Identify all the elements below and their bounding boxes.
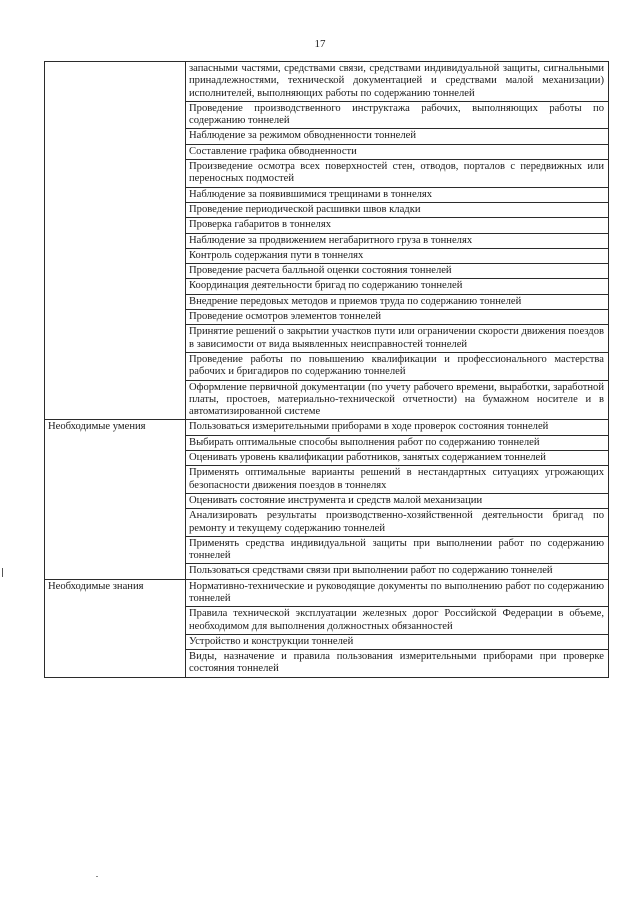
table-cell: Пользоваться средствами связи при выполнении работ по содержанию тоннелей xyxy=(186,564,609,579)
table-cell: Виды, назначение и правила пользования измерительными приборами при проверке состояния тоннелей xyxy=(186,650,609,678)
page-number: 17 xyxy=(314,38,326,50)
table-row xyxy=(45,579,609,607)
table-cell: Проведение периодической расшивки швов кладки xyxy=(186,202,609,217)
table-cell: Произведение осмотра всех поверхностей стен, отводов, порталов с передвижных или переносных подмостей xyxy=(186,160,609,188)
table-cell: Проведение осмотров элементов тоннелей xyxy=(186,310,609,325)
table-cell: Нормативно-технические и руководящие документы по выполнению работ по содержанию тоннелей xyxy=(186,579,609,607)
table-cell: Проверка габаритов в тоннелях xyxy=(186,218,609,233)
table-cell: Проведение работы по повышению квалификации и профессионального мастерства рабочих и бригадиров по содержанию тоннелей xyxy=(186,352,609,380)
section-label: Необходимые знания xyxy=(45,579,186,677)
table-row xyxy=(45,420,609,435)
table-cell: Проведение производственного инструктажа рабочих, выполняющих работы по содержанию тоннелей xyxy=(186,101,609,129)
table-cell: Применять средства индивидуальной защиты при выполнении работ по содержанию тоннелей xyxy=(186,536,609,564)
table-cell: Правила технической эксплуатации железных дорог Российской Федерации в объеме, необходимом для выполнения должностных обязанностей xyxy=(186,607,609,635)
table-cell: Принятие решений о закрытии участков пути или ограничении скорости движения поездов в зависимости от вида выявленных неисправностей тоннелей xyxy=(186,325,609,353)
scan-artifact xyxy=(2,568,3,577)
section-label xyxy=(45,62,186,420)
table-cell: Оценивать состояние инструмента и средств малой механизации xyxy=(186,493,609,508)
table-cell: запасными частями, средствами связи, средствами индивидуальной защиты, сигнальными принадлежностями, технической документацией и средствами малой механизации) исполнителей, выполняющих работы по содержанию тоннелей xyxy=(186,62,609,102)
table-cell: Наблюдение за продвижением негабаритного груза в тоннелях xyxy=(186,233,609,248)
table-cell: Составление графика обводненности xyxy=(186,144,609,159)
table-cell: Пользоваться измерительными приборами в ходе проверок состояния тоннелей xyxy=(186,420,609,435)
table-cell: Оценивать уровень квалификации работников, занятых содержанием тоннелей xyxy=(186,451,609,466)
section-label: Необходимые умения xyxy=(45,420,186,579)
table-body xyxy=(45,62,609,678)
table-cell: Наблюдение за режимом обводненности тоннелей xyxy=(186,129,609,144)
table-cell: Применять оптимальные варианты решений в нестандартных ситуациях угрожающих безопасности движения поездов в тоннелях xyxy=(186,466,609,494)
table-row xyxy=(45,62,609,102)
table-cell: Выбирать оптимальные способы выполнения работ по содержанию тоннелей xyxy=(186,435,609,450)
table-cell: Оформление первичной документации (по учету рабочего времени, выработки, заработной платы, простоев, материально-технической отчетности) на бумажном носителе и в автоматизированной системе xyxy=(186,380,609,420)
table-cell: Внедрение передовых методов и приемов труда по содержанию тоннелей xyxy=(186,294,609,309)
competency-table xyxy=(44,61,609,678)
table-cell: Устройство и конструкции тоннелей xyxy=(186,634,609,649)
table-cell: Проведение расчета балльной оценки состояния тоннелей xyxy=(186,264,609,279)
table-cell: Наблюдение за появившимися трещинами в тоннелях xyxy=(186,187,609,202)
table-cell: Анализировать результаты производственно-хозяйственной деятельности бригад по ремонту и текущему содержанию тоннелей xyxy=(186,509,609,537)
scan-artifact xyxy=(96,876,98,877)
table-cell: Контроль содержания пути в тоннелях xyxy=(186,248,609,263)
table-cell: Координация деятельности бригад по содержанию тоннелей xyxy=(186,279,609,294)
